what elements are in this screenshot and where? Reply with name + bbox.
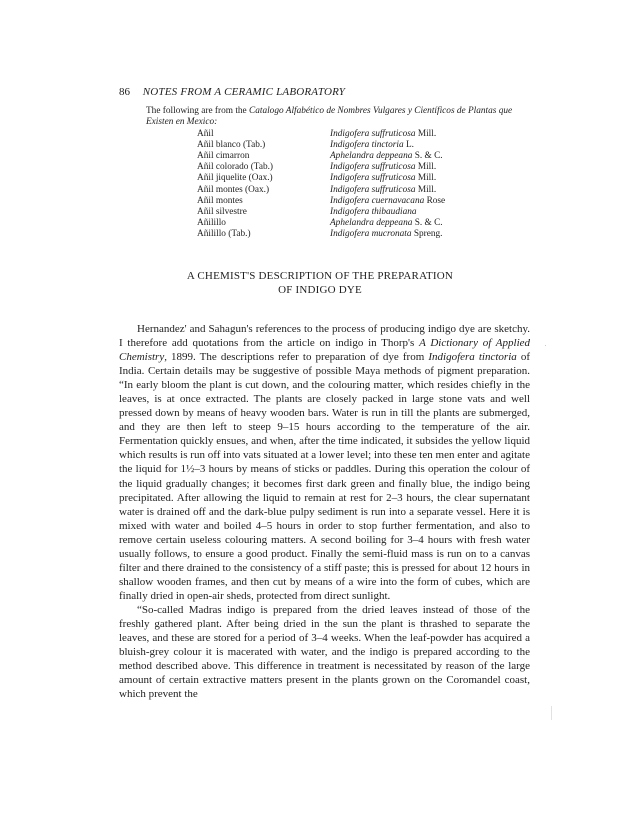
common-name: Añil jiquelite (Oax.) (197, 173, 273, 184)
scan-mark (551, 706, 552, 720)
plant-row (0, 207, 640, 218)
author-abbreviation: S. & C. (414, 217, 443, 228)
author-abbreviation: Mill. (417, 184, 437, 195)
scientific-name: Indigofera suffruticosa (330, 184, 416, 195)
common-name: Añilillo (197, 217, 226, 228)
author-abbreviation: Mill. (417, 129, 437, 139)
book-title: A Dictionary of Applied Chemistry (119, 337, 531, 364)
author-abbreviation: S. & C. (414, 151, 443, 162)
plant-row (0, 173, 640, 184)
page-number: 86 (119, 86, 130, 98)
plant-row (0, 140, 640, 151)
scientific-name: Indigofera tinctoria (330, 140, 404, 151)
paragraph-1 (119, 322, 530, 603)
scientific-name: Indigofera suffruticosa (330, 173, 416, 184)
scientific-name-cell (330, 140, 414, 150)
scientific-name-cell (330, 162, 436, 172)
scientific-name-cell (330, 218, 443, 228)
plant-row (0, 151, 640, 162)
paragraph-1-text-a: Hernandez' and Sahagun's references to the process of producing indigo dye are sketchy. I therefore add quotations from the article on indigo in Thorp's (119, 323, 530, 350)
common-name: Añil blanco (Tab.) (197, 140, 266, 151)
author-abbreviation: Mill. (417, 162, 437, 173)
author-abbreviation: Mill. (417, 173, 437, 184)
intro-lead: The following are from the (146, 106, 250, 116)
body-text (119, 322, 530, 701)
author-abbreviation: Spreng. (413, 228, 443, 239)
scientific-name: Indigofera cuernavacana (330, 195, 425, 206)
plant-row (0, 185, 640, 196)
plant-row (0, 218, 640, 229)
page-header (119, 86, 345, 98)
source-title: Catalogo Alfabético de Nombres Vulgares y Científicos de Plantas que Existen en Mexico: (146, 106, 513, 128)
paragraph-1-text-b: , 1899. The descriptions refer to preparation of dye from (164, 351, 429, 364)
author-abbreviation: Rose (426, 195, 446, 206)
author-abbreviation: L. (405, 140, 414, 151)
paragraph-1-text-c: of India. Certain details may be suggestive of possible Maya methods of pigment preparation. “In early bloom the plant is cut down, and the colouring matter, which resides chiefly in the leaves, is at once extracted. The plants are closely packed in large stone vats and well pressed down by means of heavy wooden bars. Water is run in till the plants are submerged, and they are then left to steep 9–15 hours according to the temperature of the air. Fermentation quickly ensues, and when, after the time indicated, it subsides the yellow liquid which results is run off into vats situated at a lower level; into these ten men enter and agitate the liquid for 1½–3 hours by means of sticks or paddles. During this operation the colour of the liquid gradually changes; it becomes first dark green and finally blue, the indigo being precipitated. After allowing the liquid to remain at rest for 2–3 hours, the clear supernatant water is drained off and the dark-blue pulpy sediment is run into a separate vessel. Here it is mixed with water and boiled 4–5 hours in order to stop further fermentation, and also to remove certain useless colouring matters. A second boiling for 3–4 hours with fresh water usually follows, to ensure a good product. Finally the semi-fluid mass is run on to a canvas filter and there drained to the consistency of a stiff paste; this is pressed for about 12 hours in shallow wooden frames, and then cut by means of a wire into the form of cubes, which are finally dried in open-air sheds, protected from direct sunlight. (119, 351, 531, 602)
scientific-name: Indigofera mucronata (330, 228, 412, 239)
plant-row (0, 162, 640, 173)
common-name: Añil silvestre (197, 206, 247, 217)
common-name: Añil colorado (Tab.) (197, 162, 274, 173)
plant-row (0, 229, 640, 240)
scan-mark (545, 345, 546, 346)
scientific-name-cell (330, 173, 436, 183)
plant-row (0, 129, 640, 140)
common-name: Añilillo (Tab.) (197, 228, 251, 239)
common-name: Añil montes (Oax.) (197, 184, 270, 195)
paragraph-2: “So-called Madras indigo is prepared from the dried leaves instead of those of the freshly gathered plant. After being dried in the sun the plant is thrashed to separate the leaves, and these are stored for a period of 3–4 weeks. When the leaf-powder has acquired a bluish-grey colour it is macerated with water, and the indigo is prepared according to the method described above. This difference in treatment is necessitated by reason of the large amount of certain extractive matters present in the plants grown on the Coromandel coast, which prevent the (119, 603, 530, 701)
scientific-name-cell (330, 207, 417, 217)
intro-text (146, 106, 526, 129)
common-name: Añil cimarron (197, 151, 250, 162)
common-name: Añil montes (197, 195, 243, 206)
section-heading-line-1: A CHEMIST'S DESCRIPTION OF THE PREPARATION (186, 270, 454, 282)
scientific-name-cell (330, 196, 445, 206)
species-name: Indigofera tinctoria (428, 351, 517, 364)
section-heading (0, 269, 640, 297)
scientific-name: Indigofera suffruticosa (330, 129, 416, 139)
scientific-name-cell (330, 229, 443, 239)
scientific-name: Indigofera thibaudiana (330, 206, 417, 217)
section-heading-line-2: OF INDIGO DYE (278, 284, 362, 296)
common-name: Añil (197, 129, 214, 139)
running-title: NOTES FROM A CERAMIC LABORATORY (142, 86, 346, 98)
plant-row (0, 196, 640, 207)
scientific-name-cell (330, 151, 443, 161)
scientific-name: Aphelandra deppeana (330, 217, 413, 228)
scientific-name-cell (330, 129, 436, 139)
scientific-name: Aphelandra deppeana (330, 151, 413, 162)
scientific-name-cell (330, 185, 436, 195)
scientific-name: Indigofera suffruticosa (330, 162, 416, 173)
